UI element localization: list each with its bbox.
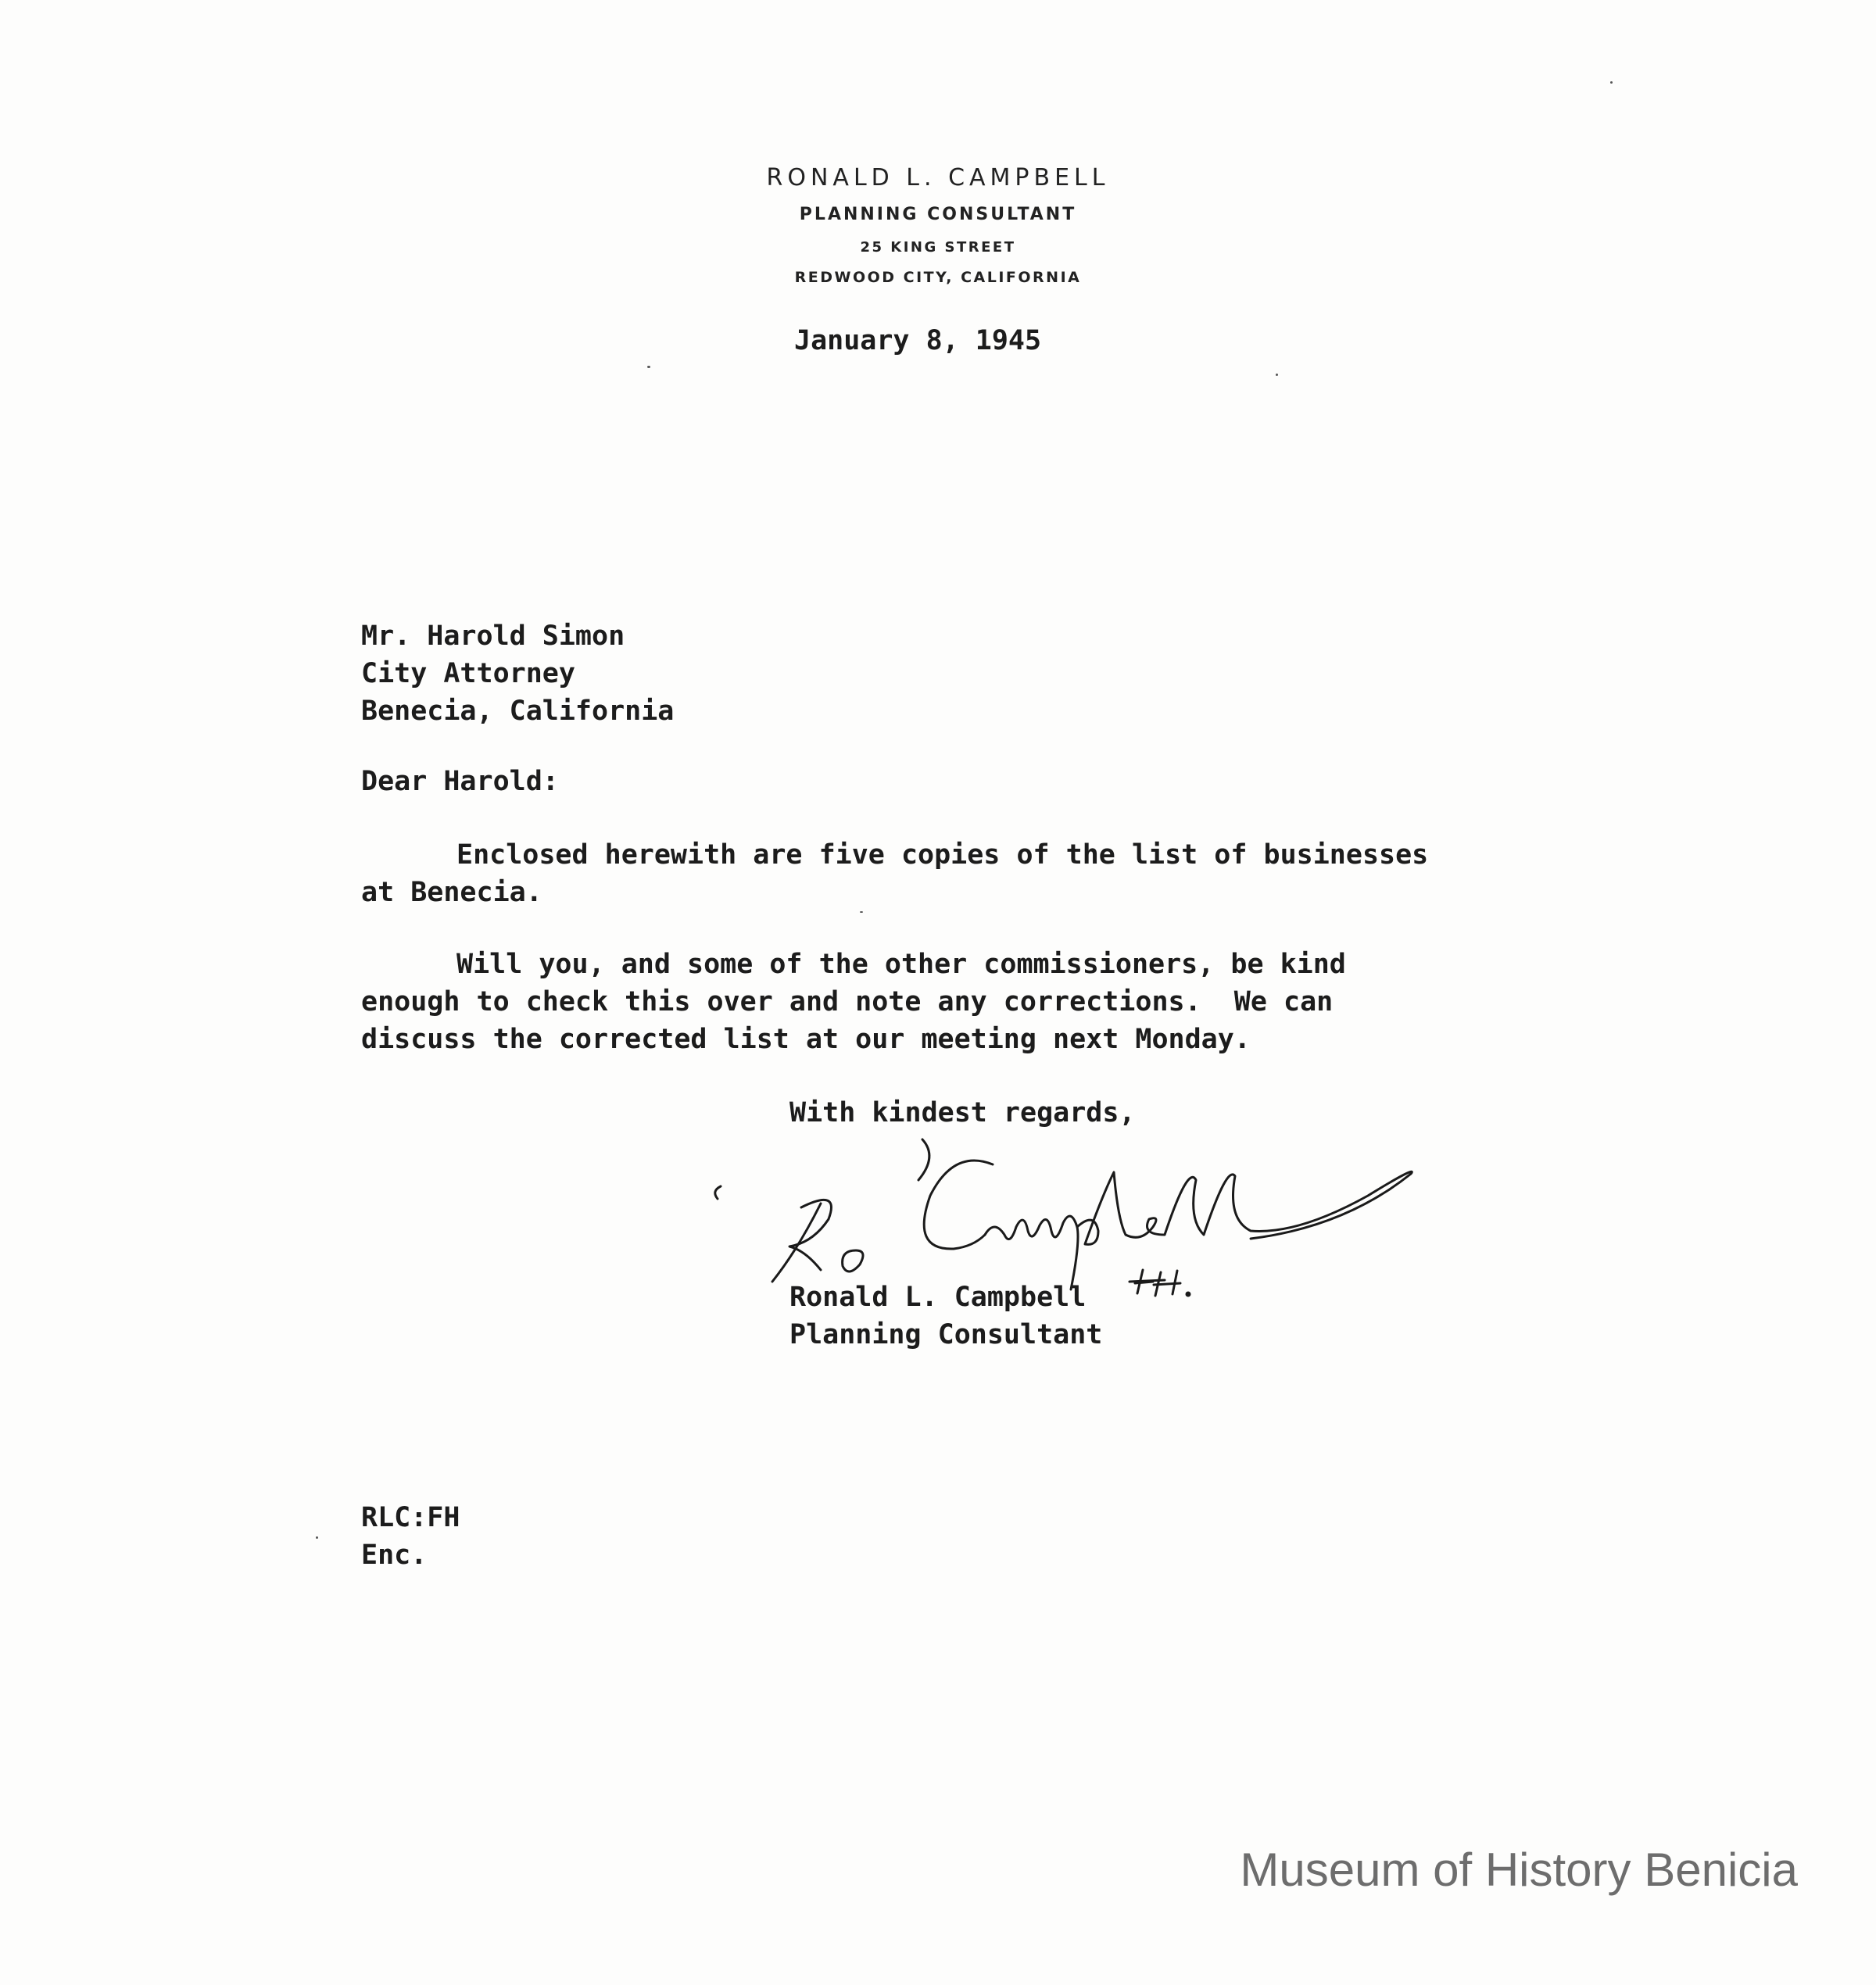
body-paragraph-2-line-1: Will you, and some of the other commissioners, be kind bbox=[456, 949, 1346, 980]
letterhead-title: PLANNING CONSULTANT bbox=[799, 205, 1077, 224]
recipient-title: City Attorney bbox=[361, 658, 575, 689]
scan-speck bbox=[860, 911, 863, 913]
body-paragraph-1-line-2: at Benecia. bbox=[361, 877, 542, 908]
scan-speck bbox=[316, 1536, 318, 1539]
body-paragraph-1-line-1: Enclosed herewith are five copies of the list of businesses bbox=[456, 839, 1429, 871]
letter-date: January 8, 1945 bbox=[794, 325, 1042, 356]
museum-watermark: Museum of History Benicia bbox=[1240, 1844, 1798, 1896]
body-paragraph-2-line-2: enough to check this over and note any corrections. We can bbox=[361, 986, 1334, 1018]
signer-title: Planning Consultant bbox=[789, 1319, 1103, 1350]
reference-initials: RLC:FH bbox=[361, 1502, 460, 1533]
recipient-name: Mr. Harold Simon bbox=[361, 621, 625, 652]
scan-speck bbox=[647, 366, 650, 368]
letterhead-street: 25 KING STREET bbox=[860, 239, 1016, 256]
signer-name: Ronald L. Campbell bbox=[789, 1282, 1087, 1313]
letterhead-name: RONALD L. CAMPBELL bbox=[766, 164, 1110, 191]
scan-speck bbox=[1276, 374, 1278, 376]
complimentary-closing: With kindest regards, bbox=[789, 1097, 1136, 1128]
scan-speck bbox=[1610, 81, 1613, 84]
salutation: Dear Harold: bbox=[361, 766, 559, 797]
enclosure-notation: Enc. bbox=[361, 1540, 428, 1571]
letterhead-city: REDWOOD CITY, CALIFORNIA bbox=[794, 269, 1082, 286]
body-paragraph-2-line-3: discuss the corrected list at our meeting next Monday. bbox=[361, 1024, 1251, 1055]
recipient-location: Benecia, California bbox=[361, 696, 675, 727]
